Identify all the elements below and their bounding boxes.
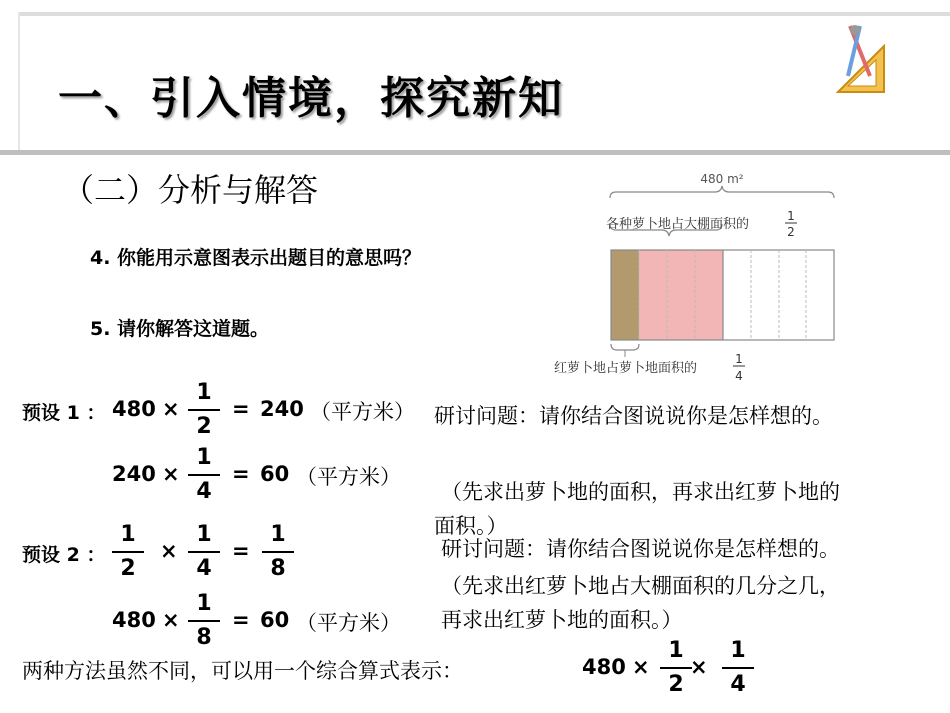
question-5: 5. 请你解答这道题。: [90, 318, 270, 340]
preset1-l1-fraction: [184, 379, 224, 441]
fraction-numerator: 1: [196, 591, 212, 616]
half-fraction-numerator: 1: [787, 209, 795, 223]
radish-segment-4: [695, 250, 723, 340]
summary-times-2: ×: [690, 655, 708, 679]
summary-text: 两种方法虽然不同，可以用一个综合算式表示：: [22, 659, 463, 683]
preset2-explanation-2: 再求出红萝卜地的面积。）: [441, 608, 683, 632]
school-tools-logo-icon: [830, 20, 892, 100]
preset1-l2-unit: （平方米）: [296, 465, 401, 489]
preset2-l2-equals: =: [232, 608, 250, 632]
preset2-l1-times: ×: [160, 539, 178, 563]
fraction-bar: [262, 551, 294, 553]
fraction-numerator: 1: [120, 522, 136, 547]
fraction-bar: [188, 551, 220, 553]
page-title: 一、引入情境，探究新知: [58, 73, 564, 124]
preset1-l1-times: ×: [162, 397, 180, 421]
fraction-denominator: 8: [270, 556, 286, 581]
preset2-l1-equals: =: [232, 539, 250, 563]
fraction-bar: [112, 551, 144, 553]
left-frame-line: [18, 12, 20, 152]
total-area-label: 480 m²: [700, 172, 744, 186]
fraction-numerator: 1: [196, 445, 212, 470]
preset2-l2-times: ×: [162, 608, 180, 632]
preset2-fraction-result: [258, 521, 298, 583]
fraction-numerator: 1: [668, 638, 684, 663]
fraction-denominator: 4: [196, 479, 212, 504]
total-brace: [610, 186, 834, 198]
preset1-discussion: 研讨问题：请你结合图说说你是怎样想的。: [434, 404, 833, 428]
preset1-explanation-1: （先求出萝卜地的面积，再求出红萝卜地的: [441, 480, 840, 504]
fraction-denominator: 4: [730, 672, 746, 697]
fraction-numerator: 1: [196, 380, 212, 405]
preset2-fraction-b: [184, 521, 224, 583]
summary-times-1: ×: [632, 655, 650, 679]
radish-segment-3: [667, 250, 695, 340]
quarter-brace: [611, 344, 639, 350]
preset2-l2-unit: （平方米）: [296, 611, 401, 635]
question-4: 4. 你能用示意图表示出题目的意思吗？: [90, 247, 422, 269]
preset1-l2-result: 60: [260, 462, 290, 486]
preset1-l1-unit: （平方米）: [310, 400, 415, 424]
preset1-l2-fraction: [184, 444, 224, 506]
preset1-l1-operand: 480: [112, 397, 156, 421]
quarter-fraction-numerator: 1: [735, 352, 743, 366]
fraction-numerator: 1: [196, 522, 212, 547]
top-frame-line: [18, 12, 950, 16]
fraction-denominator: 2: [120, 556, 136, 581]
quarter-fraction-denominator: 4: [735, 369, 743, 383]
preset2-discussion: 研讨问题：请你结合图说说你是怎样想的。: [441, 537, 840, 561]
preset1-l1-result: 240: [260, 397, 304, 421]
half-fraction-caption: 各种萝卜地占大棚面积的: [606, 217, 750, 232]
preset1-l1-equals: =: [232, 397, 250, 421]
summary-fraction-b: [718, 637, 758, 699]
fraction-bar: [660, 667, 692, 669]
red-radish-segment: [611, 250, 639, 340]
half-fraction-denominator: 2: [787, 225, 795, 239]
fraction-denominator: 2: [668, 672, 684, 697]
fraction-denominator: 2: [196, 414, 212, 439]
fraction-bar: [188, 474, 220, 476]
preset2-label: 预设 2 ：: [22, 544, 106, 566]
preset1-l2-equals: =: [232, 462, 250, 486]
fraction-bar: [188, 620, 220, 622]
preset1-explanation-2: 面积。）: [434, 514, 508, 538]
area-diagram: [540, 172, 850, 387]
title-divider: [0, 150, 950, 155]
fraction-bar: [722, 667, 754, 669]
preset1-l2-operand: 240: [112, 462, 156, 486]
preset2-l2-operand: 480: [112, 608, 156, 632]
fraction-denominator: 8: [196, 625, 212, 650]
fraction-bar: [188, 409, 220, 411]
preset1-label: 预设 1 ：: [22, 402, 106, 424]
preset2-fraction-a: [108, 521, 148, 583]
summary-operand: 480: [582, 655, 626, 679]
preset2-explanation-1: （先求出红萝卜地占大棚面积的几分之几，: [441, 574, 840, 598]
preset2-l2-result: 60: [260, 608, 290, 632]
section-subtitle: （二）分析与解答: [62, 171, 319, 209]
fraction-denominator: 4: [196, 556, 212, 581]
preset2-l2-fraction: [184, 590, 224, 652]
preset1-l2-times: ×: [162, 462, 180, 486]
fraction-numerator: 1: [730, 638, 746, 663]
fraction-numerator: 1: [270, 522, 286, 547]
radish-segment-2: [639, 250, 667, 340]
quarter-fraction-caption: 红萝卜地占萝卜地面积的: [554, 361, 698, 376]
